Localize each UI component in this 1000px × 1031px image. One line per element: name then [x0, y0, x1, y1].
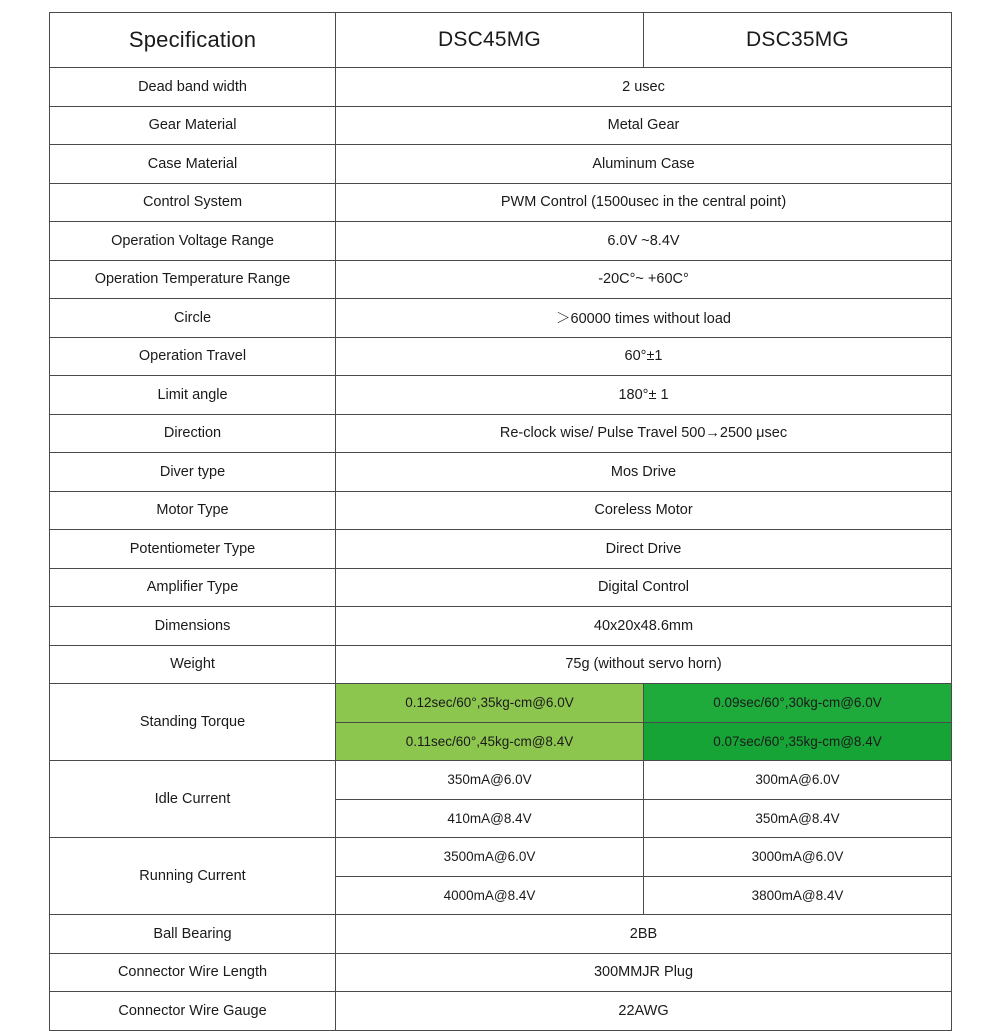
- table-row-idle-current: [50, 761, 952, 800]
- table-row: [50, 530, 952, 569]
- row-label: Direction: [50, 414, 336, 453]
- torque-value-35mg-6v: 0.09sec/60°,30kg-cm@6.0V: [644, 684, 952, 723]
- row-label: Control System: [50, 183, 336, 222]
- row-label: Standing Torque: [50, 684, 336, 761]
- row-label: Case Material: [50, 145, 336, 184]
- row-value: -20C°~ +60C°: [336, 260, 952, 299]
- row-label: Limit angle: [50, 376, 336, 415]
- row-value: 2 usec: [336, 68, 952, 107]
- table-header-row: [50, 13, 952, 68]
- idle-value-45mg-6v: 350mA@6.0V: [336, 761, 644, 800]
- row-label: Operation Travel: [50, 337, 336, 376]
- table-row: [50, 376, 952, 415]
- specification-table: [49, 12, 952, 1031]
- table-row: [50, 645, 952, 684]
- table-row: [50, 337, 952, 376]
- row-label: Operation Voltage Range: [50, 222, 336, 261]
- idle-value-35mg-6v: 300mA@6.0V: [644, 761, 952, 800]
- running-value-35mg-84v: 3800mA@8.4V: [644, 876, 952, 915]
- table-row: [50, 299, 952, 338]
- row-value: Re-clock wise/ Pulse Travel 500→2500 μsec: [336, 414, 952, 453]
- table-row-running-current: [50, 838, 952, 877]
- row-label: Dimensions: [50, 607, 336, 646]
- running-value-45mg-84v: 4000mA@8.4V: [336, 876, 644, 915]
- spec-sheet: [0, 12, 1000, 1019]
- row-label: Diver type: [50, 453, 336, 492]
- row-value: Aluminum Case: [336, 145, 952, 184]
- running-value-35mg-6v: 3000mA@6.0V: [644, 838, 952, 877]
- torque-value-45mg-84v: 0.11sec/60°,45kg-cm@8.4V: [336, 722, 644, 761]
- row-value: 60°±1: [336, 337, 952, 376]
- row-value: 75g (without servo horn): [336, 645, 952, 684]
- table-row: [50, 183, 952, 222]
- column-header-dsc35mg: DSC35MG: [644, 13, 952, 68]
- row-label: Amplifier Type: [50, 568, 336, 607]
- table-row: [50, 992, 952, 1031]
- row-label: Circle: [50, 299, 336, 338]
- row-label: Potentiometer Type: [50, 530, 336, 569]
- row-value: 180°± 1: [336, 376, 952, 415]
- row-value: 300MMJR Plug: [336, 953, 952, 992]
- row-label: Operation Temperature Range: [50, 260, 336, 299]
- table-row: [50, 953, 952, 992]
- row-label: Ball Bearing: [50, 915, 336, 954]
- row-value: Digital Control: [336, 568, 952, 607]
- torque-value-35mg-84v: 0.07sec/60°,35kg-cm@8.4V: [644, 722, 952, 761]
- row-value: Direct Drive: [336, 530, 952, 569]
- table-row: [50, 260, 952, 299]
- table-row: [50, 68, 952, 107]
- row-label: Dead band width: [50, 68, 336, 107]
- row-label: Running Current: [50, 838, 336, 915]
- table-row: [50, 145, 952, 184]
- row-value: 6.0V ~8.4V: [336, 222, 952, 261]
- row-value: PWM Control (1500usec in the central point): [336, 183, 952, 222]
- row-value: Coreless Motor: [336, 491, 952, 530]
- row-value: 22AWG: [336, 992, 952, 1031]
- row-label: Connector Wire Gauge: [50, 992, 336, 1031]
- torque-value-45mg-6v: 0.12sec/60°,35kg-cm@6.0V: [336, 684, 644, 723]
- row-value: Metal Gear: [336, 106, 952, 145]
- table-row: [50, 453, 952, 492]
- row-value: 40x20x48.6mm: [336, 607, 952, 646]
- row-label: Motor Type: [50, 491, 336, 530]
- table-row: [50, 607, 952, 646]
- table-row-standing-torque: [50, 684, 952, 723]
- row-label: Gear Material: [50, 106, 336, 145]
- running-value-45mg-6v: 3500mA@6.0V: [336, 838, 644, 877]
- table-row: [50, 491, 952, 530]
- idle-value-35mg-84v: 350mA@8.4V: [644, 799, 952, 838]
- table-row: [50, 414, 952, 453]
- row-label: Connector Wire Length: [50, 953, 336, 992]
- column-header-dsc45mg: DSC45MG: [336, 13, 644, 68]
- row-value: Mos Drive: [336, 453, 952, 492]
- row-label: Weight: [50, 645, 336, 684]
- row-label: Idle Current: [50, 761, 336, 838]
- row-value: ＞60000 times without load: [336, 299, 952, 338]
- column-header-specification: Specification: [50, 13, 336, 68]
- idle-value-45mg-84v: 410mA@8.4V: [336, 799, 644, 838]
- table-row: [50, 106, 952, 145]
- table-row: [50, 222, 952, 261]
- row-value: 2BB: [336, 915, 952, 954]
- table-row: [50, 568, 952, 607]
- table-row: [50, 915, 952, 954]
